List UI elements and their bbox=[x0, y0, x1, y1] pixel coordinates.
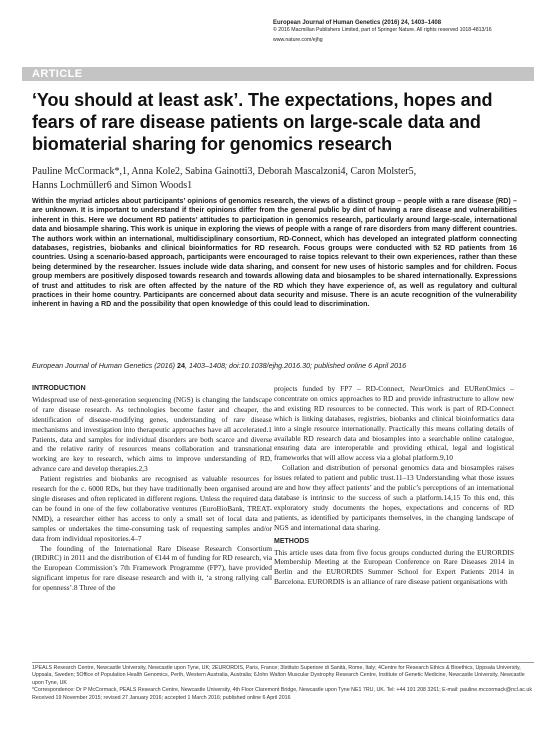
citation-line bbox=[32, 361, 522, 370]
author-line: Hanns Lochmüller6 and Simon Woods1 bbox=[32, 180, 193, 191]
introduction-heading: INTRODUCTION bbox=[32, 385, 86, 392]
author-list bbox=[32, 165, 512, 193]
left-column bbox=[32, 384, 272, 593]
footnotes bbox=[32, 665, 534, 702]
citation-journal: European Journal of Human Genetics bbox=[32, 361, 153, 370]
body-paragraph: Widespread use of next-generation sequencing (NGS) is changing the landscape of rare disease research. As technologies become faster and cheaper, the identification of disease-modifying genes, understanding of rare disease mechanisms and investigation into therapeutic approaches have all accelerated.1 Patients, data and samples for individual disorders are both scarce and diverse and the relative rarity of resources means collaboration and transnational working are key to research, which aims to improve understanding of RD, advance care and develop therapies.2,3 bbox=[32, 394, 272, 474]
body-paragraph: Collation and distribution of personal genomics data and biosamples raises issues related to patient and public trust.11–13 Understanding what those issues are and how they affect patients’ and the public’s perceptions of an international database is intrinsic to the success of such a platform.14,15 To this end, this exploratory study documents the hopes, expectations and concerns of RD patients, as identified by participants themselves, in the changing landscape of NGS and international data sharing. bbox=[274, 463, 514, 532]
body-paragraph: This article uses data from five focus groups conducted during the EURORDIS Membership Meeting at the European Conference on Rare Diseases 2014 in Berlin and the EURORDIS Summer School for Expert Patients 2014 in Barcelona. EURORDIS is an alliance of rare disease patient organisations with bbox=[274, 547, 514, 587]
journal-line: European Journal of Human Genetics (2016) 24, 1403–1408 bbox=[273, 20, 442, 26]
article-title: ‘You should at least ask’. The expectations, hopes and fears of rare disease patients on large-scale data and biomaterial sharing for genomics research bbox=[32, 90, 493, 154]
body-paragraph: Patient registries and biobanks are recognised as valuable resources for research for the c. 6000 RDs, but they have traditionally been organised around single diseases and often replicated in different regions. Unless the required data can be found in one of the few collaborative ventures (EuroBioBank, TREAT-NMD), a researcher either has access to only a small set of local data and samples or undertakes the time-consuming task of requesting samples and/or data from individual repositories.4–7 bbox=[32, 474, 272, 543]
citation-year: (2016) bbox=[154, 361, 176, 370]
citation-details: , 1403–1408; doi:10.1038/ejhg.2016.30; published online 6 April 2016 bbox=[185, 361, 407, 370]
author-line: Pauline McCormack*,1, Anna Kole2, Sabina Gainotti3, Deborah Mascalzoni4, Caron Molster5, bbox=[32, 166, 417, 177]
copyright-line: © 2016 Macmillan Publishers Limited, part of Springer Nature. All rights reserved 1018-4813/16 bbox=[273, 27, 492, 33]
methods-heading: METHODS bbox=[274, 537, 309, 545]
journal-masthead bbox=[273, 20, 535, 44]
right-column bbox=[274, 384, 514, 587]
article-type-label: ARTICLE bbox=[32, 68, 83, 80]
affiliations-note: 1PEALS Research Centre, Newcastle University, Newcastle upon Tyne, UK; 2EURORDIS, Paris, France; 3Istituto Superiore di Sanità, Rome, Italy; 4Centre for Research Ethics & Bioethics, Uppsala University, Uppsala, Sweden; 5Office of Population Health Genomics, Perth, Western Australia, Australia; 6John Walton Muscular Dystrophy Research Centre, Institute of Genetic Medicine, Newcastle University, Newcastle upon Tyne, UK bbox=[32, 665, 525, 686]
footnote-divider bbox=[32, 662, 534, 663]
journal-url[interactable]: www.nature.com/ejhg bbox=[273, 37, 323, 43]
abstract: Within the myriad articles about participants’ opinions of genomics research, the views of a distinct group – people with a rare disease (RD) – are unknown. It is important to understand if their opinions differ from the general public by dint of having a rare disease and vulnerabilities inherent in this. Here we document RD patients’ attitudes to participation in genomics research, particularly around large-scale, international data and biosample sharing. This work is unique in exploring the views of people with a range of rare disorders from many different countries. The authors work within an international, multidisciplinary consortium, RD-Connect, which has developed an integrated platform connecting databases, registries, biobanks and clinical bioinformatics for RD research. Focus groups were conducted with 52 RD patients from 16 countries. Using a scenario-based approach, participants were encouraged to raise topics relevant to their own experiences, rather than these being determined by the researcher. Issues include wide data sharing, and consent for new uses of historic samples and for children. Focus group members are positively disposed towards research and towards allowing data and biosamples to be shared internationally. Expressions of trust and attitudes to risk are often affected by the nature of the RD which they have experience of, as well as regulatory and cultural practices in their home country. Participants are concerned about data security and misuse. There is an acute recognition of the vulnerability inherent in having a RD and the possibility that open knowledge of this could lead to discrimination. bbox=[32, 197, 517, 309]
body-paragraph: projects funded by FP7 – RD-Connect, NeurOmics and EURenOmics – concentrate on omics approaches to RD and provide infrastructure to allow new and existing RD resources to be connected. This work is part of RD-Connect which is linking databases, registries, biobanks and clinical bioinformatics data into a single resource internationally. Practically this means collating details of available RD research data and biosamples into a searchable online catalogue, ensuring data are interoperable and providing ethical, legal and logistical frameworks that will allow access via a global platform.9,10 bbox=[274, 384, 514, 463]
correspondence-note: *Correspondence: Dr P McCormack, PEALS Research Centre, Newcastle University, 4th Floor Claremont Bridge, Newcastle upon Tyne NE1 7RU, UK. Tel: +44 191 208 3261; E-mail: pauline.mccormack@ncl.ac.uk bbox=[32, 687, 533, 694]
article-type-banner bbox=[22, 67, 534, 81]
dates-note: Received 19 November 2015; revised 27 January 2016; accepted 1 March 2016; published online 6 April 2016 bbox=[32, 694, 291, 701]
body-paragraph: The founding of the International Rare Disease Research Consortium (IRDiRC) in 2011 and the distribution of €144 m of funding for RD research, via the European Commission’s 7th Framework Programme (FP7), have provided significant impetus for rare disease research and with it, ‘a strong rallying call for openness’.8 Three of the bbox=[32, 543, 272, 593]
citation-volume: 24 bbox=[177, 361, 186, 370]
